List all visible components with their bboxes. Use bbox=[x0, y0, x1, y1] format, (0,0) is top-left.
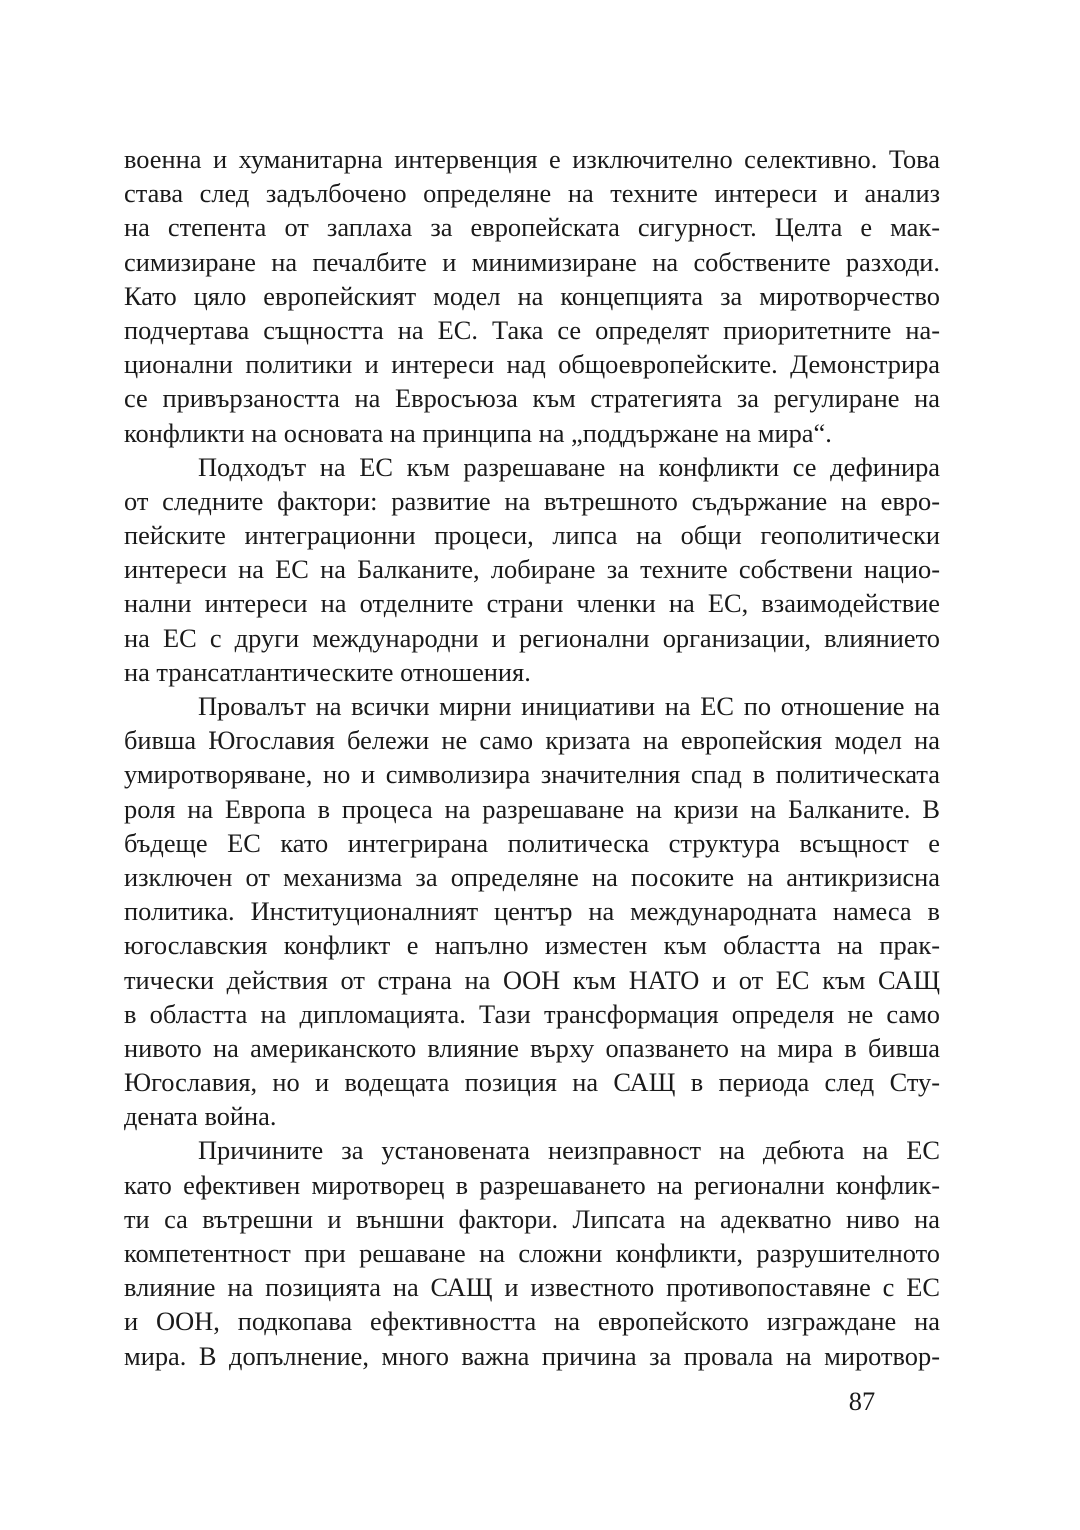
text-line: конфликти на основата на принципа на „поддържане на мира“. bbox=[124, 417, 832, 448]
text-line: тически действия от страна на ООН към НАТО и от ЕС към САЩ bbox=[124, 964, 940, 995]
text-line: подчертава същността на ЕС. Така се определят приоритетните на- bbox=[124, 314, 940, 345]
paragraph bbox=[124, 142, 940, 450]
page-number: 87 bbox=[848, 1386, 876, 1416]
text-line: умиротворяване, но и символизира значителния спад в политическата bbox=[124, 759, 940, 790]
text-line: дената война. bbox=[124, 1101, 277, 1132]
text-line: в областта на дипломацията. Тази трансформация определя не само bbox=[124, 998, 940, 1029]
text-line: бивша Югославия бележи не само кризата на европейския модел на bbox=[124, 725, 940, 756]
text-line: нални интереси на отделните страни членки на ЕС, взаимодействие bbox=[124, 588, 940, 619]
text-line: Подходът на ЕС към разрешаване на конфликти се дефинира bbox=[198, 451, 940, 482]
text-line: и ООН, подкопава ефективността на европейското изграждане на bbox=[124, 1306, 940, 1337]
text-line: роля на Европа в процеса на разрешаване на кризи на Балканите. В bbox=[124, 793, 940, 824]
text-line: мира. В допълнение, много важна причина за провала на миротвор- bbox=[124, 1340, 940, 1371]
text-line: политика. Институционалният център на международната намеса в bbox=[124, 896, 940, 927]
text-line: югославския конфликт е напълно изместен към областта на прак- bbox=[124, 930, 940, 961]
text-line: бъдеще ЕС като интегрирана политическа структура всъщност е bbox=[124, 827, 940, 858]
paragraph bbox=[124, 450, 940, 689]
text-line: симизиране на печалбите и минимизиране на собствените разходи. bbox=[124, 246, 940, 277]
text-line: от следните фактори: развитие на вътрешното съдържание на евро- bbox=[124, 485, 940, 516]
text-line: компетентност при решаване на сложни конфликти, разрушителното bbox=[124, 1238, 940, 1268]
text-line: става след задълбочено определяне на техните интереси и анализ bbox=[124, 178, 940, 209]
text-line: Югославия, но и водещата позиция на САЩ в периода след Сту- bbox=[124, 1067, 940, 1098]
text-line: пейските интеграционни процеси, липса на общи геополитически bbox=[124, 520, 940, 551]
paragraph bbox=[124, 689, 940, 1133]
body-text bbox=[124, 142, 940, 1373]
text-line: интереси на ЕС на Балканите, лобиране за техните собствени нацио- bbox=[124, 554, 940, 585]
text-line: Причините за установената неизправност на дебюта на ЕС bbox=[198, 1135, 940, 1166]
text-line: на степента от заплаха за европейската сигурност. Целта е мак- bbox=[124, 212, 940, 243]
text-line: се привързаността на Евросъюза към стратегията за регулиране на bbox=[124, 383, 940, 414]
text-line: нивото на американското влияние върху опазването на мира в бивша bbox=[124, 1032, 940, 1063]
text-line: изключен от механизма за определяне на посоките на антикризисна bbox=[124, 861, 940, 892]
text-line: като ефективен миротворец в разрешаването на регионални конфлик- bbox=[124, 1169, 940, 1200]
text-line: ти са вътрешни и външни фактори. Липсата на адекватно ниво на bbox=[124, 1203, 940, 1234]
text-line: военна и хуманитарна интервенция е изключително селективно. Това bbox=[124, 144, 940, 174]
text-line: на ЕС с други международни и регионални организации, влиянието bbox=[124, 622, 940, 653]
text-line: влияние на позицията на САЩ и известното противопоставяне с ЕС bbox=[124, 1272, 940, 1303]
text-line: Като цяло европейският модел на концепцията за миротворчество bbox=[124, 280, 940, 311]
text-line: на трансатлантическите отношения. bbox=[124, 656, 531, 687]
text-line: Провалът на всички мирни инициативи на ЕС по отношение на bbox=[198, 691, 940, 721]
paragraph bbox=[124, 1133, 940, 1372]
text-line: ционални политики и интереси над общоевропейските. Демонстрира bbox=[124, 349, 940, 380]
